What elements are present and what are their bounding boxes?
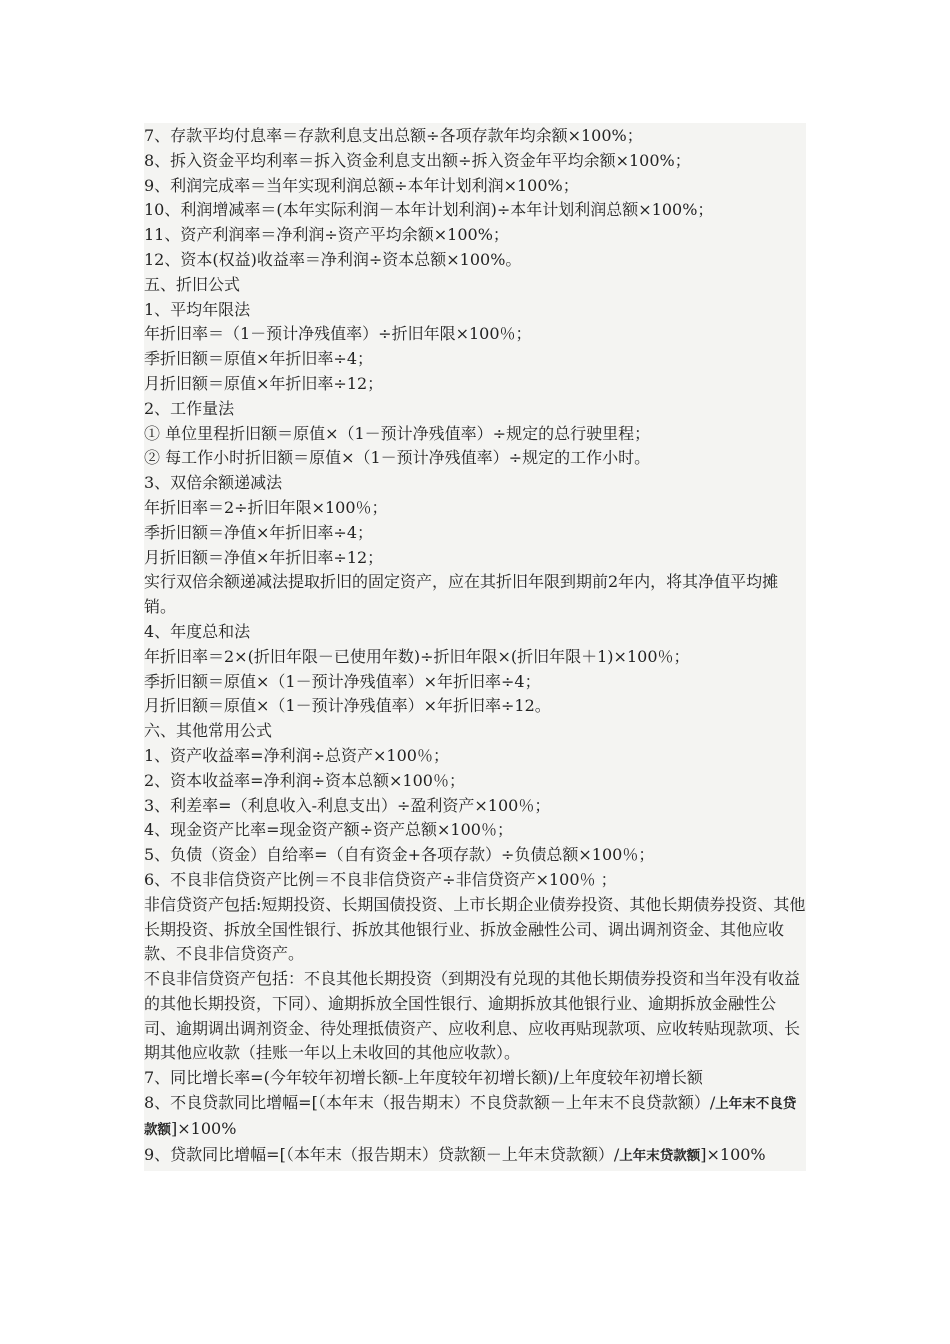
paragraph-bad-non-credit-assets: 不良非信贷资产包括：不良其他长期投资（到期没有兑现的其他长期债券投资和当年没有收益的其他长期投资，下同）、逾期拆放全国性银行、逾期拆放其他银行业、逾期拆放金融性公司、逾期调出调剂资金、待处理抵债资产、应收利息、应收再贴现款项、应收转贴现款项、长期其他应收款（挂账一年以上未收回的其他应收款）。 — [144, 969, 801, 1063]
formula-bold-term: 上年末贷款额 — [619, 1147, 701, 1164]
formula-text: ]×100% — [171, 1118, 237, 1138]
text-line: 年折旧率＝2÷折旧年限×100％； — [144, 497, 388, 517]
text-line: ① 单位里程折旧额＝原值×（1－预计净残值率）÷规定的总行驶里程； — [144, 423, 651, 443]
text-line: 8、拆入资金平均利率＝拆入资金利息支出额÷拆入资金年平均余额×100%； — [144, 150, 691, 170]
section-heading: 六、其他常用公式 — [144, 721, 273, 741]
text-line: 7、同比增长率=(今年较年初增长额-上年度较年初增长额)/上年度较年初增长额 — [144, 1068, 703, 1088]
text-line: 月折旧额＝原值×（1－预计净残值率）×年折旧率÷12。 — [144, 696, 551, 716]
formula-text: 8、不良贷款同比增幅=[（本年末（报告期末）不良贷款额－上年末不良贷款额）/ — [144, 1093, 716, 1113]
text-line: 1、资产收益率=净利润÷总资产×100％； — [144, 745, 449, 765]
text-line: 季折旧额＝原值×年折旧率÷4； — [144, 349, 373, 369]
formula-text: 9、贷款同比增幅=[（本年末（报告期末）贷款额－上年末贷款额）/ — [144, 1144, 620, 1164]
subsection-heading: 2、工作量法 — [144, 398, 235, 418]
subsection-heading: 4、年度总和法 — [144, 621, 251, 641]
formula-text: ]×100% — [700, 1144, 766, 1164]
paragraph-non-credit-assets: 非信贷资产包括:短期投资、长期国债投资、上市长期企业债券投资、其他长期债券投资、其他长期投资、拆放全国性银行、拆放其他银行业、拆放金融性公司、调出调剂资金、其他应收款、不良非信贷资产。 — [144, 894, 806, 964]
text-line: ② 每工作小时折旧额＝原值×（1－预计净残值率）÷规定的工作小时。 — [144, 448, 651, 468]
text-line: 月折旧额＝原值×年折旧率÷12； — [144, 373, 384, 393]
text-line: 年折旧率＝2×(折旧年限－已使用年数)÷折旧年限×(折旧年限＋1)×100％； — [144, 646, 690, 666]
text-line: 10、利润增减率＝(本年实际利润－本年计划利润)÷本年计划利润总额×100%； — [144, 200, 714, 220]
text-line: 2、资本收益率=净利润÷资本总额×100％； — [144, 770, 465, 790]
document-body — [144, 123, 806, 1171]
text-line: 12、资本(权益)收益率＝净利润÷资本总额×100%。 — [144, 249, 522, 269]
text-line: 9、利润完成率＝当年实现利润总额÷本年计划利润×100%； — [144, 175, 579, 195]
text-line: 年折旧率＝（1－预计净残值率）÷折旧年限×100％； — [144, 324, 532, 344]
text-line: 3、利差率=（利息收入-利息支出）÷盈利资产×100％； — [144, 795, 551, 815]
text-line: 4、现金资产比率=现金资产额÷资产总额×100％； — [144, 820, 513, 840]
subsection-heading: 3、双倍余额递减法 — [144, 473, 283, 493]
text-line: 7、存款平均付息率＝存款利息支出总额÷各项存款年均余额×100%； — [144, 126, 643, 145]
formula-loan-growth — [144, 1143, 806, 1169]
section-heading: 五、折旧公式 — [144, 274, 241, 294]
text-line: 季折旧额＝原值×（1－预计净残值率）×年折旧率÷4； — [144, 671, 541, 691]
text-line: 季折旧额＝净值×年折旧率÷4； — [144, 522, 373, 542]
text-line: 11、资产利润率＝净利润÷资产平均余额×100%； — [144, 225, 509, 245]
formula-bad-loan-growth — [144, 1091, 806, 1143]
subsection-heading: 1、平均年限法 — [144, 299, 251, 319]
text-line: 月折旧额＝净值×年折旧率÷12； — [144, 547, 384, 567]
formula-bold-term: 上年末不良贷款额 — [144, 1096, 797, 1138]
text-line: 6、不良非信贷资产比例＝不良非信贷资产÷非信贷资产×100％ ； — [144, 869, 617, 889]
text-line: 5、负债（资金）自给率=（自有资金+各项存款）÷负债总额×100％； — [144, 845, 655, 865]
paragraph-double-declining: 实行双倍余额递减法提取折旧的固定资产，应在其折旧年限到期前2年内，将其净值平均摊销。 — [144, 572, 779, 617]
